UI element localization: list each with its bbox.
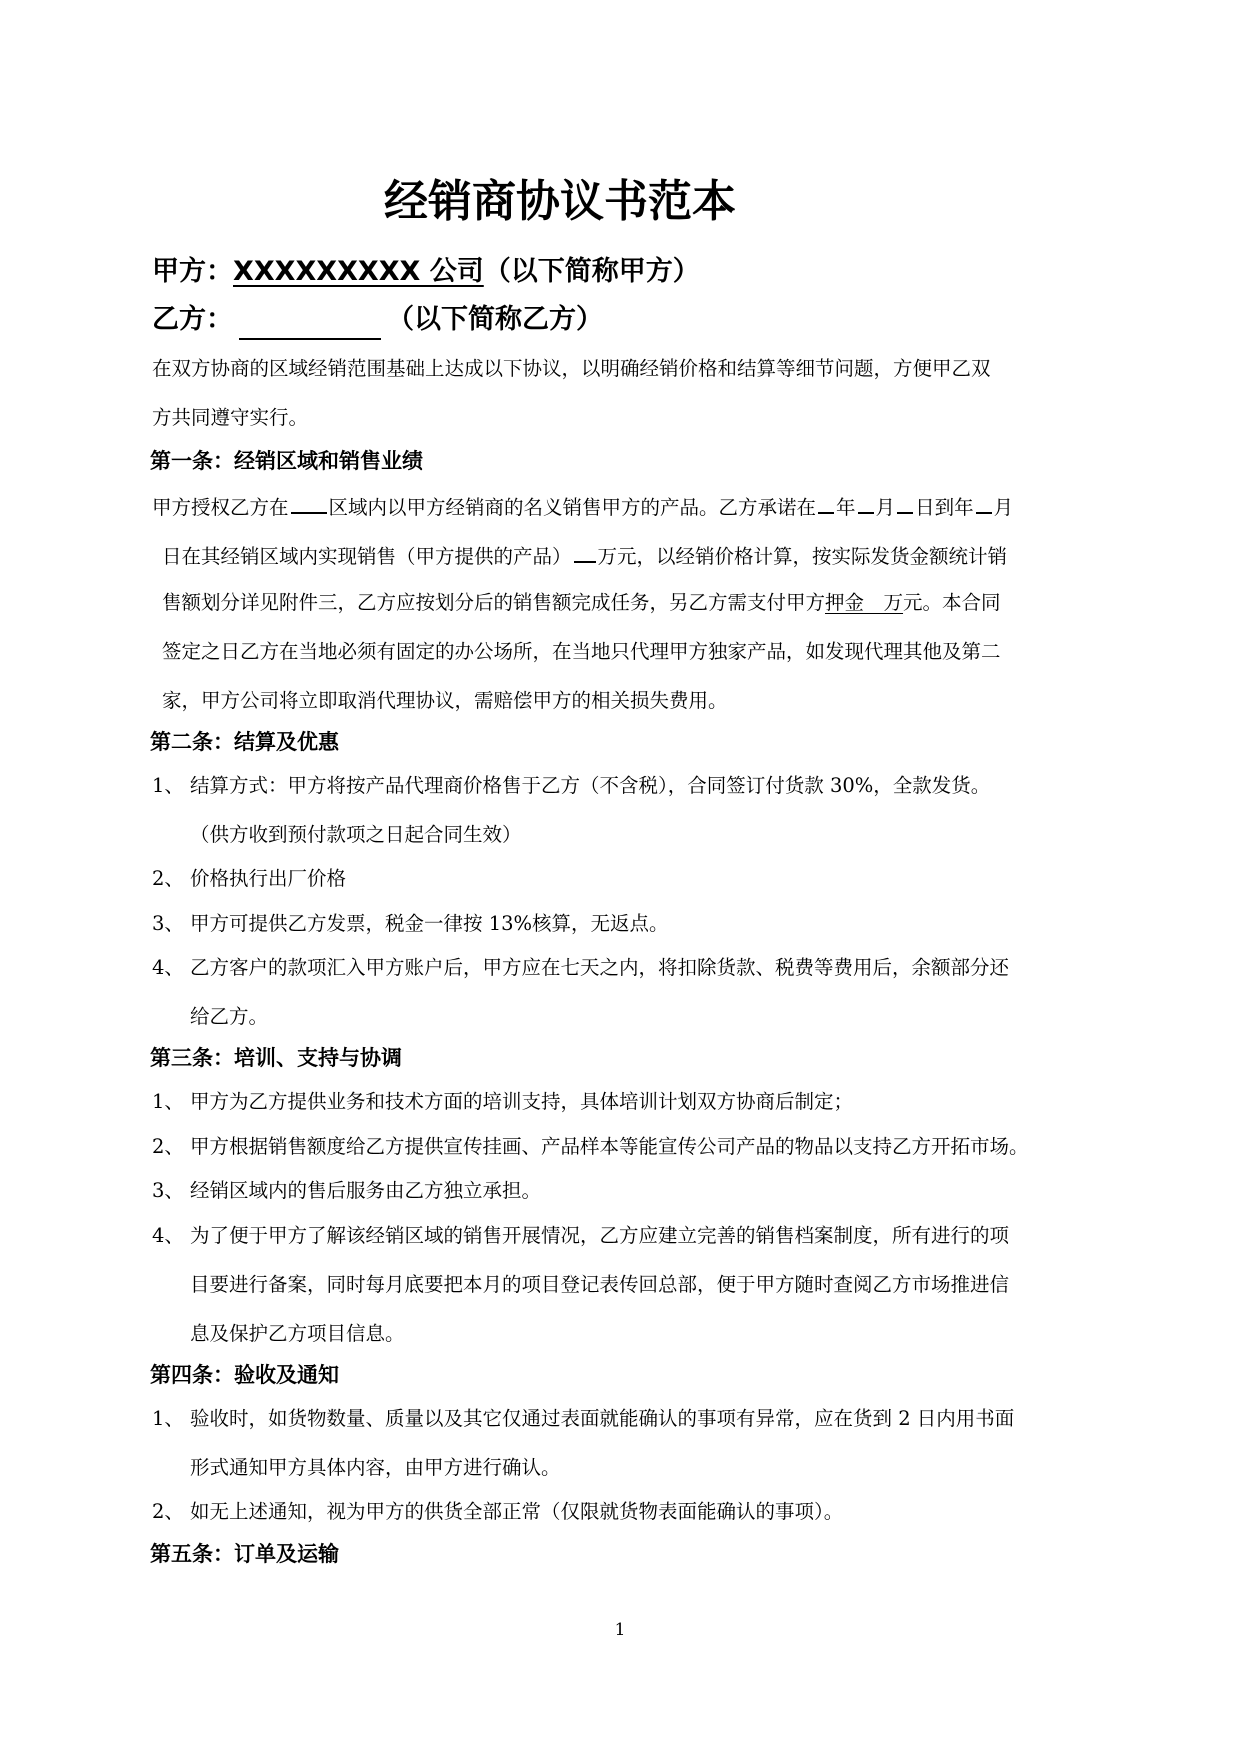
document-title: 经销商协议书范本 xyxy=(384,176,736,227)
list-item: 结算方式：甲方将按产品代理商价格售于乙方（不含税），合同签订付货款 30%，全款发货。 xyxy=(190,774,991,797)
blank-month xyxy=(858,490,874,514)
article-1-text: 月 xyxy=(875,496,896,519)
article-1-text: 日到年 xyxy=(915,496,974,519)
list-item: 如无上述通知，视为甲方的供货全部正常（仅限就货物表面能确认的事项）。 xyxy=(190,1500,844,1523)
article-1-text: 日在其经销区域内实现销售（甲方提供的产品） xyxy=(162,545,572,568)
party-a-name: XXXXXXXXX 公司 xyxy=(233,256,484,287)
article-1-text: 元。本合同 xyxy=(903,591,1001,614)
blank-day xyxy=(897,490,913,514)
article-1-line-2 xyxy=(162,539,1007,572)
page-number: 1 xyxy=(614,1620,626,1640)
article-1-heading: 第一条：经销区域和销售业绩 xyxy=(150,449,423,473)
party-a-line xyxy=(152,252,700,292)
list-number: 2、 xyxy=(152,1135,184,1158)
list-number: 3、 xyxy=(152,912,184,935)
list-item: 验收时，如货物数量、质量以及其它仅通过表面就能确认的事项有异常，应在货到 2 日内用书面 xyxy=(190,1407,1015,1430)
article-1-text: 月 xyxy=(993,496,1014,519)
list-number: 1、 xyxy=(152,1407,184,1430)
list-number: 4、 xyxy=(152,956,184,979)
list-item-continued: 给乙方。 xyxy=(190,1005,269,1028)
list-item: 价格执行出厂价格 xyxy=(190,867,347,890)
list-item: 乙方客户的款项汇入甲方账户后，甲方应在七天之内，将扣除货款、税费等费用后，余额部分还 xyxy=(190,956,1010,979)
list-item-continued: （供方收到预付款项之日起合同生效） xyxy=(190,823,522,846)
article-1-text: 甲方授权乙方在 xyxy=(152,496,289,519)
list-item-continued: 息及保护乙方项目信息。 xyxy=(190,1322,405,1345)
party-b-line xyxy=(152,300,603,340)
intro-line-1: 在双方协商的区域经销范围基础上达成以下协议，以明确经销价格和结算等细节问题，方便甲乙双 xyxy=(152,357,991,380)
list-item: 甲方为乙方提供业务和技术方面的培训支持，具体培训计划双方协商后制定； xyxy=(190,1090,854,1113)
list-number: 2、 xyxy=(152,1500,184,1523)
list-item: 为了便于甲方了解该经销区域的销售开展情况，乙方应建立完善的销售档案制度，所有进行的项 xyxy=(190,1224,1010,1247)
list-number: 4、 xyxy=(152,1224,184,1247)
list-item: 经销区域内的售后服务由乙方独立承担。 xyxy=(190,1179,542,1202)
list-item-continued: 形式通知甲方具体内容，由甲方进行确认。 xyxy=(190,1456,561,1479)
list-number: 3、 xyxy=(152,1179,184,1202)
article-1-text: 年 xyxy=(836,496,856,519)
article-1-line-4: 签定之日乙方在当地必须有固定的办公场所，在当地只代理甲方独家产品，如发现代理其他及第二 xyxy=(162,640,1001,663)
article-1-text: 售额划分详见附件三，乙方应按划分后的销售额完成任务，另乙方需支付甲方 xyxy=(162,591,826,614)
article-3-heading: 第三条：培训、支持与协调 xyxy=(150,1046,402,1070)
blank-sales-amount xyxy=(574,539,596,563)
article-1-line-1 xyxy=(152,490,1013,523)
article-5-heading: 第五条：订单及运输 xyxy=(150,1542,339,1566)
party-b-label: 乙方： xyxy=(152,304,233,335)
article-2-heading: 第二条：结算及优惠 xyxy=(150,730,339,754)
party-b-name-blank xyxy=(239,310,381,340)
list-number: 1、 xyxy=(152,774,184,797)
article-1-line-3 xyxy=(162,588,1001,618)
party-a-suffix: （以下简称甲方） xyxy=(483,256,700,287)
blank-region xyxy=(291,490,327,514)
list-item: 甲方可提供乙方发票，税金一律按 13%核算，无返点。 xyxy=(190,912,669,935)
article-1-text: 区域内以甲方经销商的名义销售甲方的产品。乙方承诺在 xyxy=(328,496,817,519)
article-1-text: 万元，以经销价格计算，按实际发货金额统计销 xyxy=(597,545,1008,568)
list-number: 1、 xyxy=(152,1090,184,1113)
list-item-continued: 目要进行备案，同时每月底要把本月的项目登记表传回总部，便于甲方随时查阅乙方市场推进信 xyxy=(190,1273,1010,1296)
deposit-field: 押金 万 xyxy=(825,591,904,614)
party-a-label: 甲方： xyxy=(152,256,233,287)
list-number: 2、 xyxy=(152,867,184,890)
blank-month-end xyxy=(976,490,992,514)
blank-year xyxy=(818,490,834,514)
list-item: 甲方根据销售额度给乙方提供宣传挂画、产品样本等能宣传公司产品的物品以支持乙方开拓市场。 xyxy=(190,1135,1029,1158)
party-b-suffix: （以下简称乙方） xyxy=(387,304,603,335)
article-1-line-5: 家，甲方公司将立即取消代理协议，需赔偿甲方的相关损失费用。 xyxy=(162,689,728,712)
intro-line-2: 方共同遵守实行。 xyxy=(152,406,309,429)
article-4-heading: 第四条：验收及通知 xyxy=(150,1363,339,1387)
